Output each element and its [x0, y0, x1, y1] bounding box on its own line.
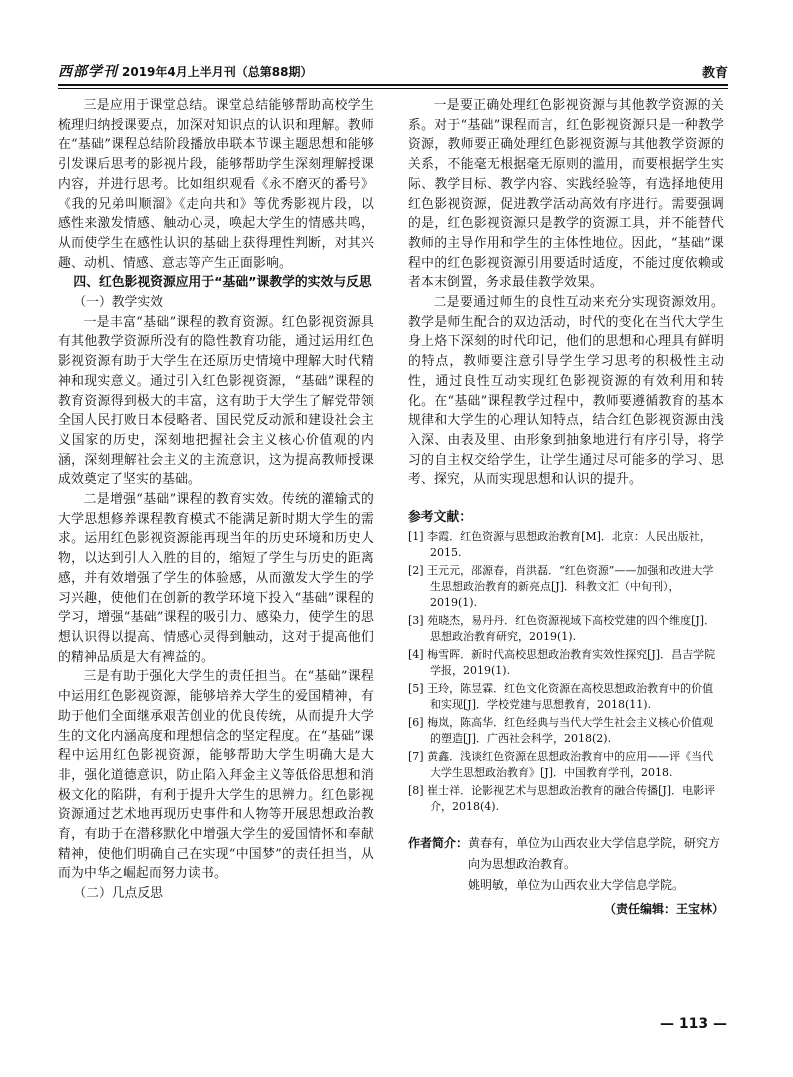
responsible-editor: （责任编辑：王宝林） — [603, 902, 724, 917]
reference-item: [4] 梅雪晖．新时代高校思想政治教育实效性探究[J]．昌吉学院学报，2019(1). — [408, 648, 716, 678]
author-entry: 姚明敏，单位为山西农业大学信息学院。 — [468, 878, 685, 893]
running-header — [58, 62, 728, 80]
header-rule-thin — [58, 88, 728, 89]
subsection-heading: （一）教学实效 — [73, 295, 163, 311]
subsection-heading: （二）几点反思 — [73, 886, 163, 902]
reference-item: [7] 黄鑫．浅谈红色资源在思想政治教育中的应用——评《当代大学生思想政治教育》[J]．中国教育学刊，2018. — [408, 750, 714, 780]
header-rule-thick — [58, 84, 728, 86]
section-heading: 四、红色影视资源应用于“基础”课教学的实效与反思 — [73, 275, 372, 291]
paragraph: 二是增强“基础”课程的教育实效。传统的灌输式的大学思想修养课程教育模式不能满足新时期大学生的需求。运用红色影视资源能再现当年的历史环境和历史人物，以达到引人入胜的目的，缩短了学生与历史的距离感，并有效增强了学生的体验感，从而激发大学生的学习兴趣，使他们在创新的教学环境下投入“基础”课程的学习，增强“基础”课程的吸引力、感染力，使学生的思想认识得以提高、情感心灵得到触动，这对于提高他们的精神品质是大有裨益的。 — [58, 492, 374, 665]
watermark: ◇ — [314, 463, 393, 547]
paragraph: 三是应用于课堂总结。课堂总结能够帮助高校学生梳理归纳授课要点，加深对知识点的认识和理解。教师在“基础”课程总结阶段播放串联本节课主题思想和能够引发课后思考的影视片段，能够帮助学生深刻理解授课内容，并进行思考。比如组织观看《永不磨灭的番号》《我的兄弟叫顺溜》《走向共和》等优秀影视片段，以感性来激发情感、触动心灵，唤起大学生的情感共鸣，从而使学生在感性认识的基础上获得理性判断，对其兴趣、动机、情感、意志等产生正面影响。 — [58, 98, 374, 271]
paragraph: 三是有助于强化大学生的责任担当。在“基础”课程中运用红色影视资源，能够培养大学生的爱国精神，有助于他们全面继承艰苦创业的优良传统，从而提升大学生的文化内涵高度和理想信念的坚定程度。在“基础”课程中运用红色影视资源，能够帮助大学生明确大是大非，强化道德意识，防止陷入拜金主义等低俗思想和消极文化的陷阱，有利于提升大学生的思辨力。红色影视资源通过艺术地再现历史事件和人物等开展思想政治教育，有助于在潜移默化中增强大学生的爱国情怀和奉献精神，使他们明确自己在实现“中国梦”的责任担当，从而为中华之崛起而努力读书。 — [58, 669, 374, 882]
paragraph: 一是丰富“基础”课程的教育资源。红色影视资源具有其他教学资源所没有的隐性教育功能，通过运用红色影视资源有助于大学生在还原历史情境中理解大时代精神和现实意义。通过引入红色影视资源，“基础”课程的教育资源得到极大的丰富，这有助于大学生了解党带领全国人民打败日本侵略者、国民党反动派和建设社会主义国家的历史，深刻地把握社会主义核心价值观的内涵，深刻理解社会主义的主流意识，这为提高教师授课成效奠定了坚实的基础。 — [58, 314, 374, 488]
reference-item: [8] 崔士祥．论影视艺术与思想政治教育的融合传播[J]．电影评介，2018(4). — [408, 784, 716, 814]
journal-logo: 西部学刊 — [58, 64, 118, 80]
author-bio — [408, 833, 724, 896]
left-column — [58, 96, 374, 904]
reference-item: [1] 李霞．红色资源与思想政治教育[M]．北京：人民出版社，2015. — [408, 530, 711, 560]
references-list — [408, 529, 724, 815]
paragraph: 一是要正确处理红色影视资源与其他教学资源的关系。对于“基础”课程而言，红色影视资源只是一种教学资源，教师要正确处理红色影视资源与其他教学资源的关系，不能毫无根据毫无原则的滥用，而要根据学生实际、教学目标、教学内容、实践经验等，有选择地使用红色影视资源，促进教学活动高效有序进行。需要强调的是，红色影视资源只是教学的资源工具，并不能替代教师的主导作用和学生的主体性地位。因此，“基础”课程中的红色影视资源引用要适时适度，不能过度依赖或者本末倒置，务求最佳教学效果。 — [408, 98, 724, 291]
author-entry: 黄春有，单位为山西农业大学信息学院，研究方向为思想政治教育。 — [468, 836, 721, 872]
right-column — [408, 96, 724, 917]
issue-info: 2019年4月上半月刊（总第88期） — [122, 64, 313, 79]
author-bio-label: 作者简介： — [408, 836, 469, 851]
section-name: 教育 — [701, 65, 728, 81]
reference-item: [6] 梅岚，陈高华．红色经典与当代大学生社会主义核心价值观的塑造[J]．广西社会科学，2018(2). — [408, 716, 714, 746]
paragraph: 二是要通过师生的良性互动来充分实现资源效用。教学是师生配合的双边活动，时代的变化在当代大学生身上烙下深刻的时代印记，他们的思想和心理具有鲜明的特点，教师要注意引导学生学习思考的积极性主动性，通过良性互动实现红色影视资源的有效利用和转化。在“基础”课程教学过程中，教师要遵循教育的基本规律和大学生的心理认知特点，结合红色影视资源由浅入深、由表及里、由形象到抽象地进行有序引导，将学习的自主权交给学生，让学生通过尽可能多的学习、思考、探究，从而实现思想和认识的提升。 — [408, 295, 724, 488]
references-title: 参考文献： — [408, 510, 472, 526]
reference-item: [5] 王玲，陈昱霖．红色文化资源在高校思想政治教育中的价值和实现[J]．学校党建与思想教育，2018(11). — [408, 682, 714, 712]
page-number: — 113 — — [660, 1016, 727, 1032]
reference-item: [3] 苑晓杰，易丹丹．红色资源视域下高校党建的四个维度[J]．思想政治教育研究，2019(1). — [408, 614, 716, 644]
reference-item: [2] 王元元，邵源春，肖洪磊．“红色资源”——加强和改进大学生思想政治教育的新亮点[J]．科教文汇（中旬刊），2019(1). — [408, 564, 714, 610]
author-bio-text — [468, 833, 724, 896]
